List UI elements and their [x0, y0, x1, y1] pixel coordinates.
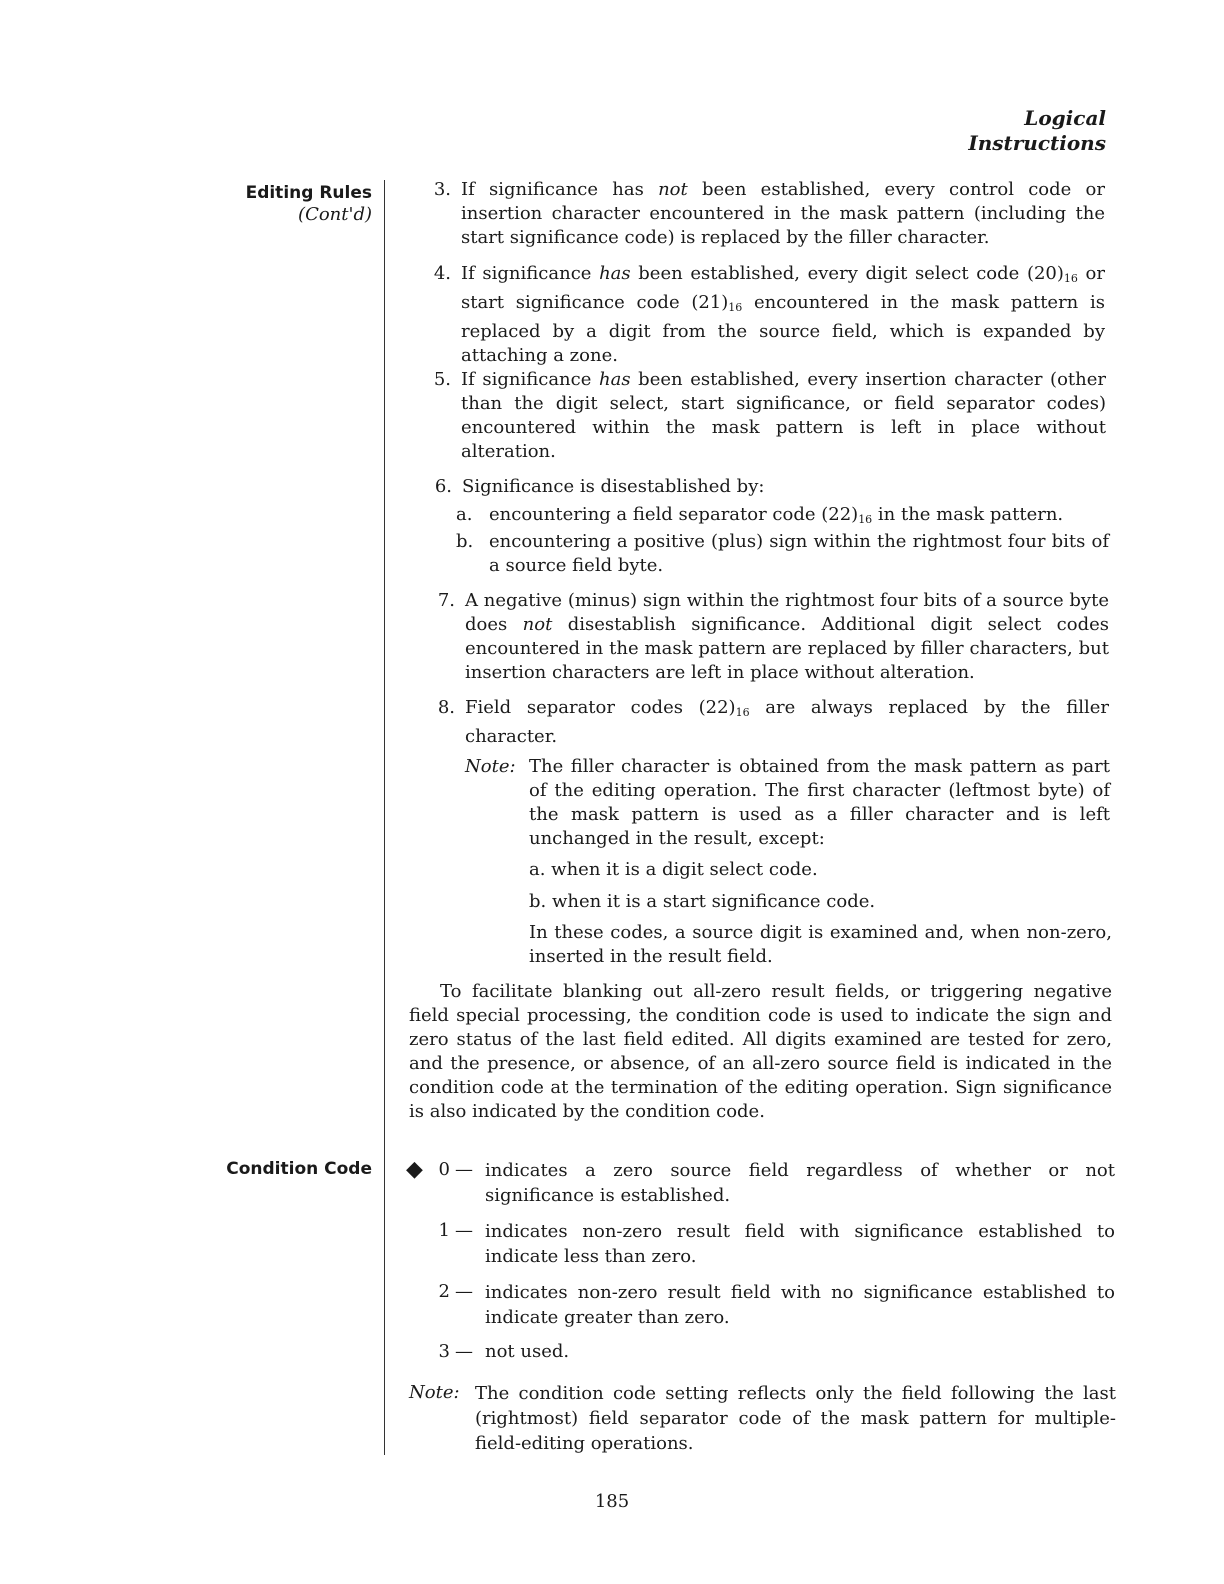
note-2-text: The condition code setting reflects only the field following the last (rightmost) field separator code of the mask pattern for multiple-field-editing operations. — [475, 1383, 1116, 1454]
cc-3-dash: — — [455, 1341, 473, 1362]
rule-6-text: Significance is disestablished by: — [462, 476, 765, 497]
cc-3-code: 3 — [438, 1341, 450, 1362]
note-1-label: Note: — [465, 756, 516, 777]
cc-0-code: 0 — [438, 1159, 450, 1180]
rule-6a-label: a. — [456, 504, 473, 525]
note-1-text: The filler character is obtained from the mask pattern as part of the editing operation. The first character (leftmost byte) of the mask pattern is used as a filler character and is left unchanged in the result, except: — [529, 756, 1110, 849]
editing-rules-label: Editing Rules — [245, 183, 372, 203]
cc-0-dash: — — [455, 1159, 473, 1180]
running-header — [968, 106, 1106, 156]
sidebar-condition-code: Condition Code — [226, 1159, 372, 1179]
rule-3-number: 3. — [433, 179, 451, 200]
rule-7-text: A negative (minus) sign within the rightmost four bits of a source byte does not disestablish significance. Additional digit select codes encountered in the mask pattern are replaced by filler characters, but insertion characters are left in place without alteration. — [465, 590, 1109, 683]
rule-7-number: 7. — [437, 590, 455, 611]
diamond-bullet-icon: ◆ — [406, 1157, 423, 1182]
contd-label: (Cont'd) — [298, 204, 372, 225]
header-line-1: Logical — [1024, 106, 1106, 130]
note-1-item-a: a. when it is a digit select code. — [529, 859, 818, 880]
header-line-2: Instructions — [968, 131, 1106, 155]
rule-8-text: Field separator codes (22)16 are always replaced by the filler character. — [465, 697, 1109, 747]
rule-6a-text: encountering a field separator code (22)16 in the mask pattern. — [489, 504, 1064, 526]
sidebar-editing-rules — [246, 182, 372, 226]
rule-3-text: If significance has not been established, every control code or insertion character encountered in the mask pattern (including the start significance code) is replaced by the filler character. — [461, 179, 1106, 248]
margin-rule — [384, 180, 385, 1455]
cc-2-text: indicates non-zero result field with no significance established to indicate greater than zero. — [485, 1282, 1115, 1328]
rule-6b-label: b. — [456, 531, 474, 552]
note-1-tail: In these codes, a source digit is examined and, when non-zero, inserted in the result field. — [529, 922, 1112, 967]
cc-1-dash: — — [455, 1220, 473, 1241]
note-1-item-b: b. when it is a start significance code. — [529, 891, 876, 912]
cc-2-dash: — — [455, 1281, 473, 1302]
cc-3-text: not used. — [485, 1341, 570, 1362]
rule-5-number: 5. — [433, 369, 451, 390]
rule-8-number: 8. — [437, 697, 455, 718]
rule-4-number: 4. — [433, 263, 451, 284]
cc-0-text: indicates a zero source field regardless of whether or not significance is established. — [485, 1160, 1115, 1206]
cc-1-text: indicates non-zero result field with significance established to indicate less than zero. — [485, 1221, 1115, 1267]
condition-code-paragraph: To facilitate blanking out all-zero result fields, or triggering negative field special processing, the condition code is used to indicate the sign and zero status of the last field edited. All digits examined are tested for zero, and the presence, or absence, of an all-zero source field is indicated in the condition code at the termination of the editing operation. Sign significance is also indicated by the condition code. — [409, 981, 1112, 1122]
rule-6b-text: encountering a positive (plus) sign within the rightmost four bits of a source field byte. — [489, 531, 1109, 576]
cc-2-code: 2 — [438, 1281, 450, 1302]
rule-4-text: If significance has been established, every digit select code (20)16 or start significance code (21)16 encountered in the mask pattern is replaced by a digit from the source field, which is expanded by attaching a zone. — [461, 263, 1105, 366]
cc-1-code: 1 — [438, 1220, 450, 1241]
page-number: 185 — [594, 1491, 630, 1512]
rule-6-number: 6. — [434, 476, 452, 497]
note-2-label: Note: — [409, 1382, 460, 1403]
rule-5-text: If significance has been established, every insertion character (other than the digit select, start significance, or field separator codes) encountered within the mask pattern is left in place without alteration. — [461, 369, 1106, 462]
